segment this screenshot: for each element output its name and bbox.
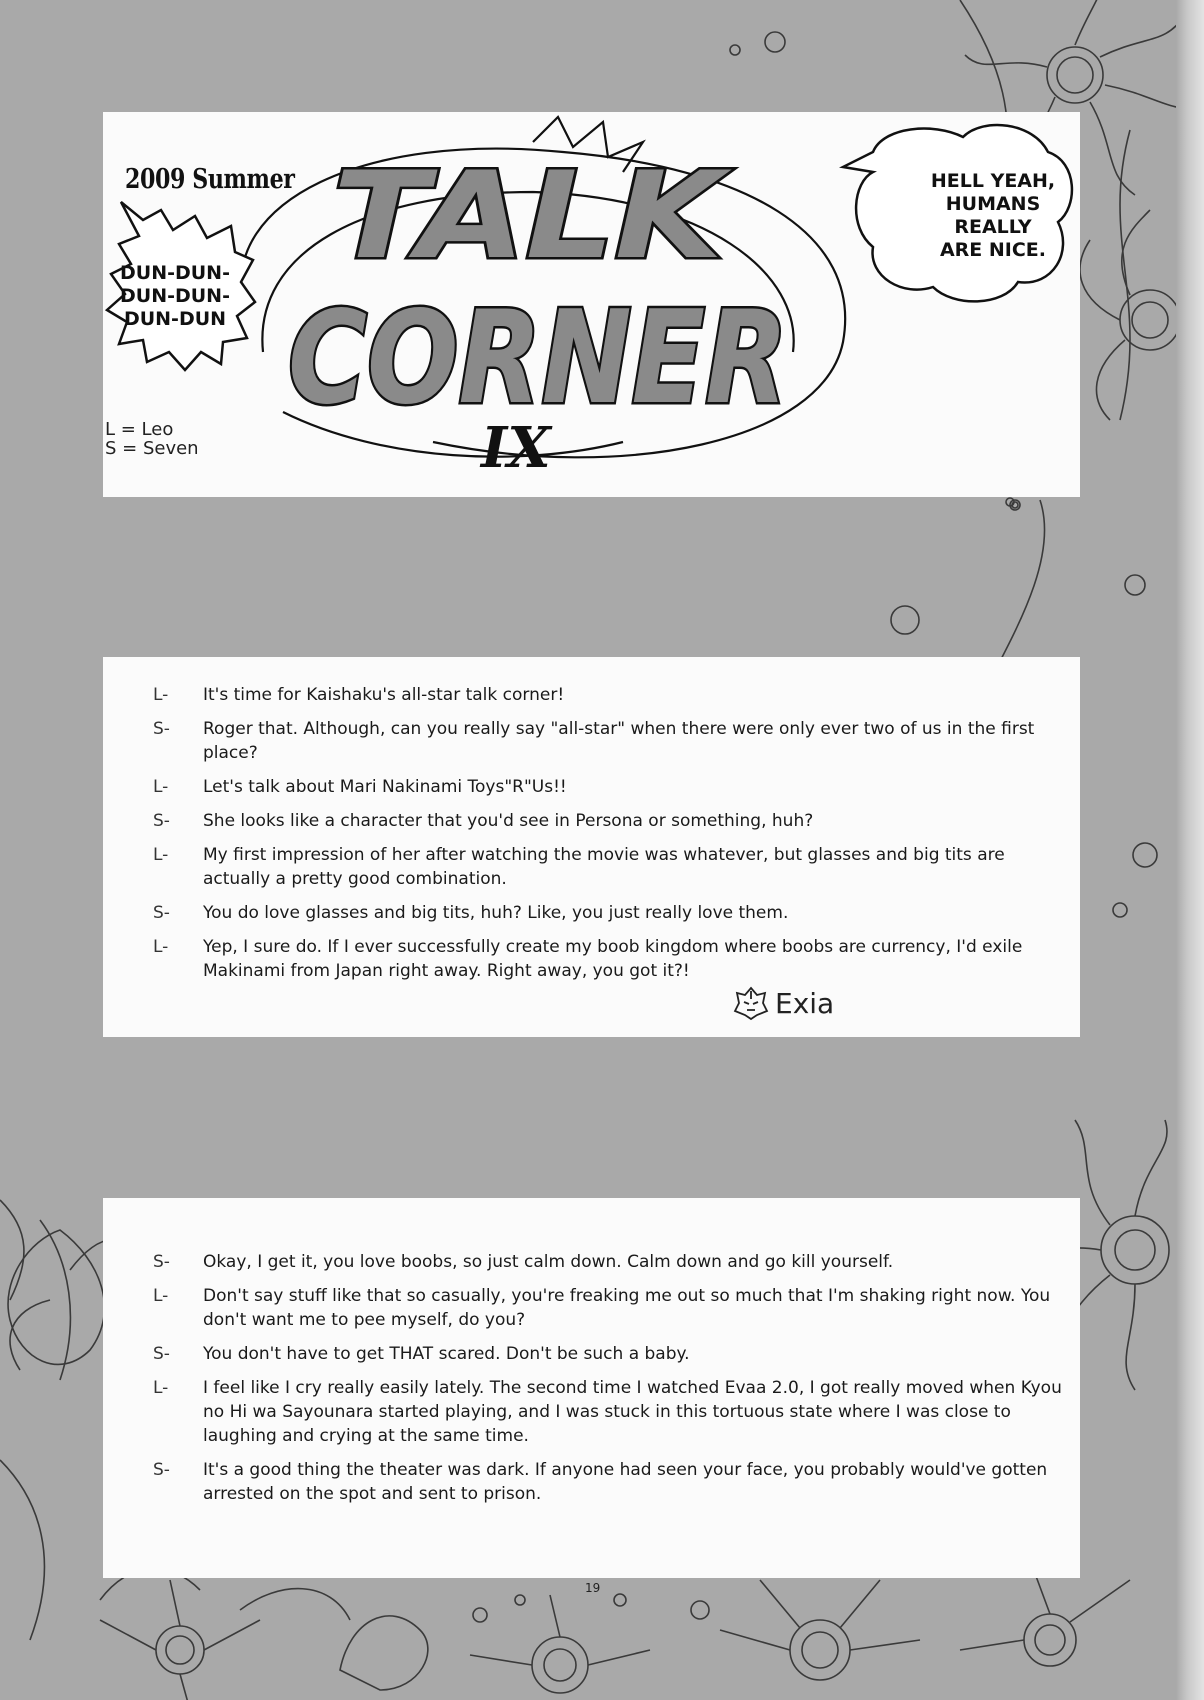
mecha-head-icon xyxy=(733,985,769,1021)
dialogue-panel-1 xyxy=(103,657,1080,1037)
speaker-tag: S- xyxy=(153,719,170,739)
dialogue-panel-2 xyxy=(103,1198,1080,1578)
season-label: 2009 Summer xyxy=(125,164,295,195)
line-text: It's time for Kaishaku's all-star talk corner! xyxy=(203,685,565,705)
shout-line: HELL YEAH, xyxy=(930,170,1056,192)
speaker-tag: S- xyxy=(153,811,170,831)
dialogue-line xyxy=(153,901,1073,925)
dialogue-line xyxy=(153,1458,1073,1506)
signature xyxy=(733,985,834,1021)
shout-line: HUMANS xyxy=(945,193,1041,215)
dialogue-line xyxy=(153,935,1073,983)
shout-line: REALLY xyxy=(954,216,1032,238)
dialogue-line xyxy=(153,1250,1073,1274)
dialogue-line xyxy=(153,843,1073,891)
speaker-tag: S- xyxy=(153,1344,170,1364)
shout-text xyxy=(918,170,1068,262)
speaker-tag: S- xyxy=(153,1460,170,1480)
line-text: Yep, I sure do. If I ever successfully create my boob kingdom where boobs are currency, I'd exile Makinami from Japan right away. Right away, you got it?! xyxy=(203,937,1023,981)
line-text: It's a good thing the theater was dark. If anyone had seen your face, you probably would've gotten arrested on the spot and sent to prison. xyxy=(203,1460,1048,1504)
dialogue-line xyxy=(153,809,1073,833)
dialogue-line xyxy=(153,1376,1073,1448)
title-word-corner: CORNER xyxy=(288,284,788,433)
sfx-text xyxy=(105,262,245,331)
dialogue-line xyxy=(153,1284,1073,1332)
line-text: She looks like a character that you'd see in Persona or something, huh? xyxy=(203,811,814,831)
dialogue-list-1 xyxy=(153,683,1073,993)
speaker-tag: S- xyxy=(153,903,170,923)
dialogue-line xyxy=(153,683,1073,707)
dialogue-line xyxy=(153,1342,1073,1366)
line-text: Don't say stuff like that so casually, you're freaking me out so much that I'm shaking right now. You don't want me to pee myself, do you? xyxy=(203,1286,1051,1330)
speaker-tag: L- xyxy=(153,777,169,797)
speaker-tag: L- xyxy=(153,1378,169,1398)
speaker-tag: S- xyxy=(153,1252,170,1272)
line-text: Okay, I get it, you love boobs, so just calm down. Calm down and go kill yourself. xyxy=(203,1252,894,1272)
speaker-tag: L- xyxy=(153,845,169,865)
legend-seven: S = Seven xyxy=(105,438,199,459)
dialogue-list-2 xyxy=(153,1250,1073,1516)
title-number: IX xyxy=(481,415,551,481)
sfx-line: DUN-DUN- xyxy=(120,285,230,307)
page-edge-shadow xyxy=(1176,0,1204,1700)
signature-name: Exia xyxy=(775,986,835,1020)
speaker-tag: L- xyxy=(153,685,169,705)
dialogue-line xyxy=(153,775,1073,799)
sfx-line: DUN-DUN- xyxy=(120,262,230,284)
dialogue-line xyxy=(153,717,1073,765)
speaker-tag: L- xyxy=(153,937,169,957)
line-text: Roger that. Although, can you really say "all-star" when there were only ever two of us in the first place? xyxy=(203,719,1035,763)
sfx-line: DUN-DUN xyxy=(123,308,227,330)
header-panel xyxy=(103,112,1080,497)
line-text: I feel like I cry really easily lately. The second time I watched Evaa 2.0, I got really moved when Kyou no Hi wa Sayounara started playing, and I was stuck in this tortuous state where I was close to laughing and crying at the same time. xyxy=(203,1378,1062,1446)
line-text: You do love glasses and big tits, huh? Like, you just really love them. xyxy=(203,903,789,923)
line-text: You don't have to get THAT scared. Don't be such a baby. xyxy=(203,1344,690,1364)
speaker-legend xyxy=(105,420,199,458)
line-text: My first impression of her after watching the movie was whatever, but glasses and big tits are actually a pretty good combination. xyxy=(203,845,1005,889)
shout-line: ARE NICE. xyxy=(939,239,1047,261)
speaker-tag: L- xyxy=(153,1286,169,1306)
legend-leo: L = Leo xyxy=(105,419,174,440)
title-word-talk: TALK xyxy=(333,147,733,286)
page-number: 19 xyxy=(585,1581,601,1595)
line-text: Let's talk about Mari Nakinami Toys"R"Us!! xyxy=(203,777,567,797)
